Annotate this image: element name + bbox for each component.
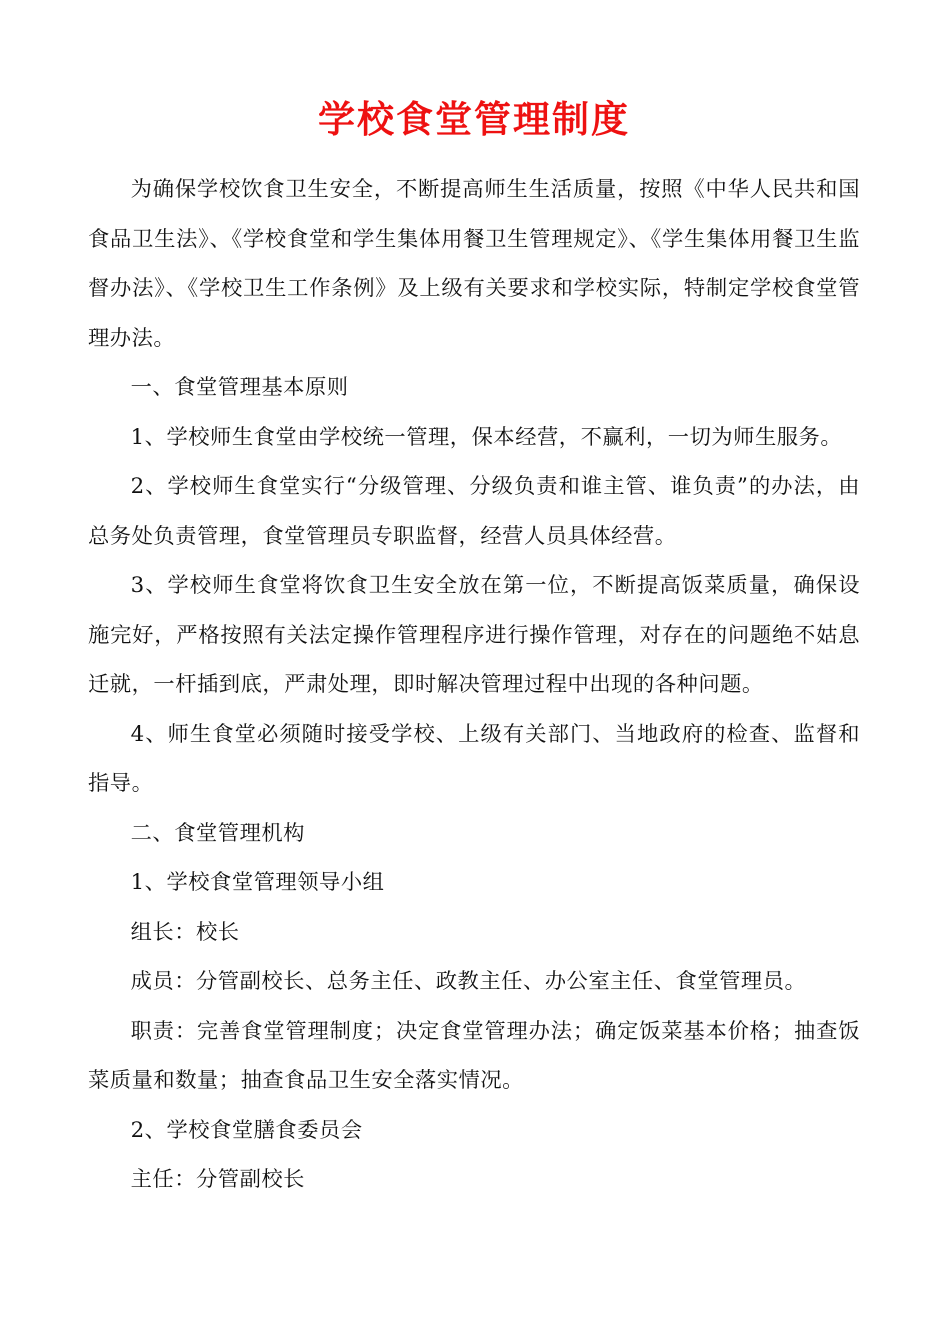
paragraph-group-leader: 组长：校长 <box>130 919 240 945</box>
paragraph-intro: 为确保学校饮食卫生安全，不断提高师生生活质量，按照《中华人民共和国食品卫生法》、《学校食堂和学生集体用餐卫生管理规定》、《学生集体用餐卫生监督办法》、《学校卫生工作条例》及上级有关要求和学校实际，特制定学校食堂管理办法。 <box>88 177 860 351</box>
section-heading-organization: 二、食堂管理机构 <box>130 820 305 846</box>
paragraph-committee-director: 主任：分管副校长 <box>130 1167 305 1192</box>
document-body <box>88 165 860 1205</box>
paragraph-principle-1: 1、学校师生食堂由学校统一管理，保本经营，不赢利，一切为师生服务。 <box>130 424 843 450</box>
subsection-meal-committee: 2、学校食堂膳食委员会 <box>130 1117 363 1143</box>
paragraph-principle-4: 4、师生食堂必须随时接受学校、上级有关部门、当地政府的检查、监督和指导。 <box>88 721 860 796</box>
document-title: 学校食堂管理制度 <box>318 98 630 141</box>
paragraph-principle-3: 3、学校师生食堂将饮食卫生安全放在第一位，不断提高饭菜质量，确保设施完好，严格按照有关法定操作管理程序进行操作管理，对存在的问题绝不姑息迁就，一杆插到底，严肃处理，即时解决管理过程中出现的各种问题。 <box>88 573 860 697</box>
paragraph-group-members: 成员：分管副校长、总务主任、政教主任、办公室主任、食堂管理员。 <box>130 969 807 994</box>
paragraph-group-duties: 职责：完善食堂管理制度；决定食堂管理办法；确定饭菜基本价格；抽查饭菜质量和数量；抽查食品卫生安全落实情况。 <box>88 1018 860 1093</box>
paragraph-principle-2: 2、学校师生食堂实行“分级管理、分级负责和谁主管、谁负责”的办法，由总务处负责管理，食堂管理员专职监督，经营人员具体经营。 <box>88 474 860 549</box>
section-heading-principles: 一、食堂管理基本原则 <box>130 375 349 400</box>
subsection-leadership-group: 1、学校食堂管理领导小组 <box>130 870 385 895</box>
